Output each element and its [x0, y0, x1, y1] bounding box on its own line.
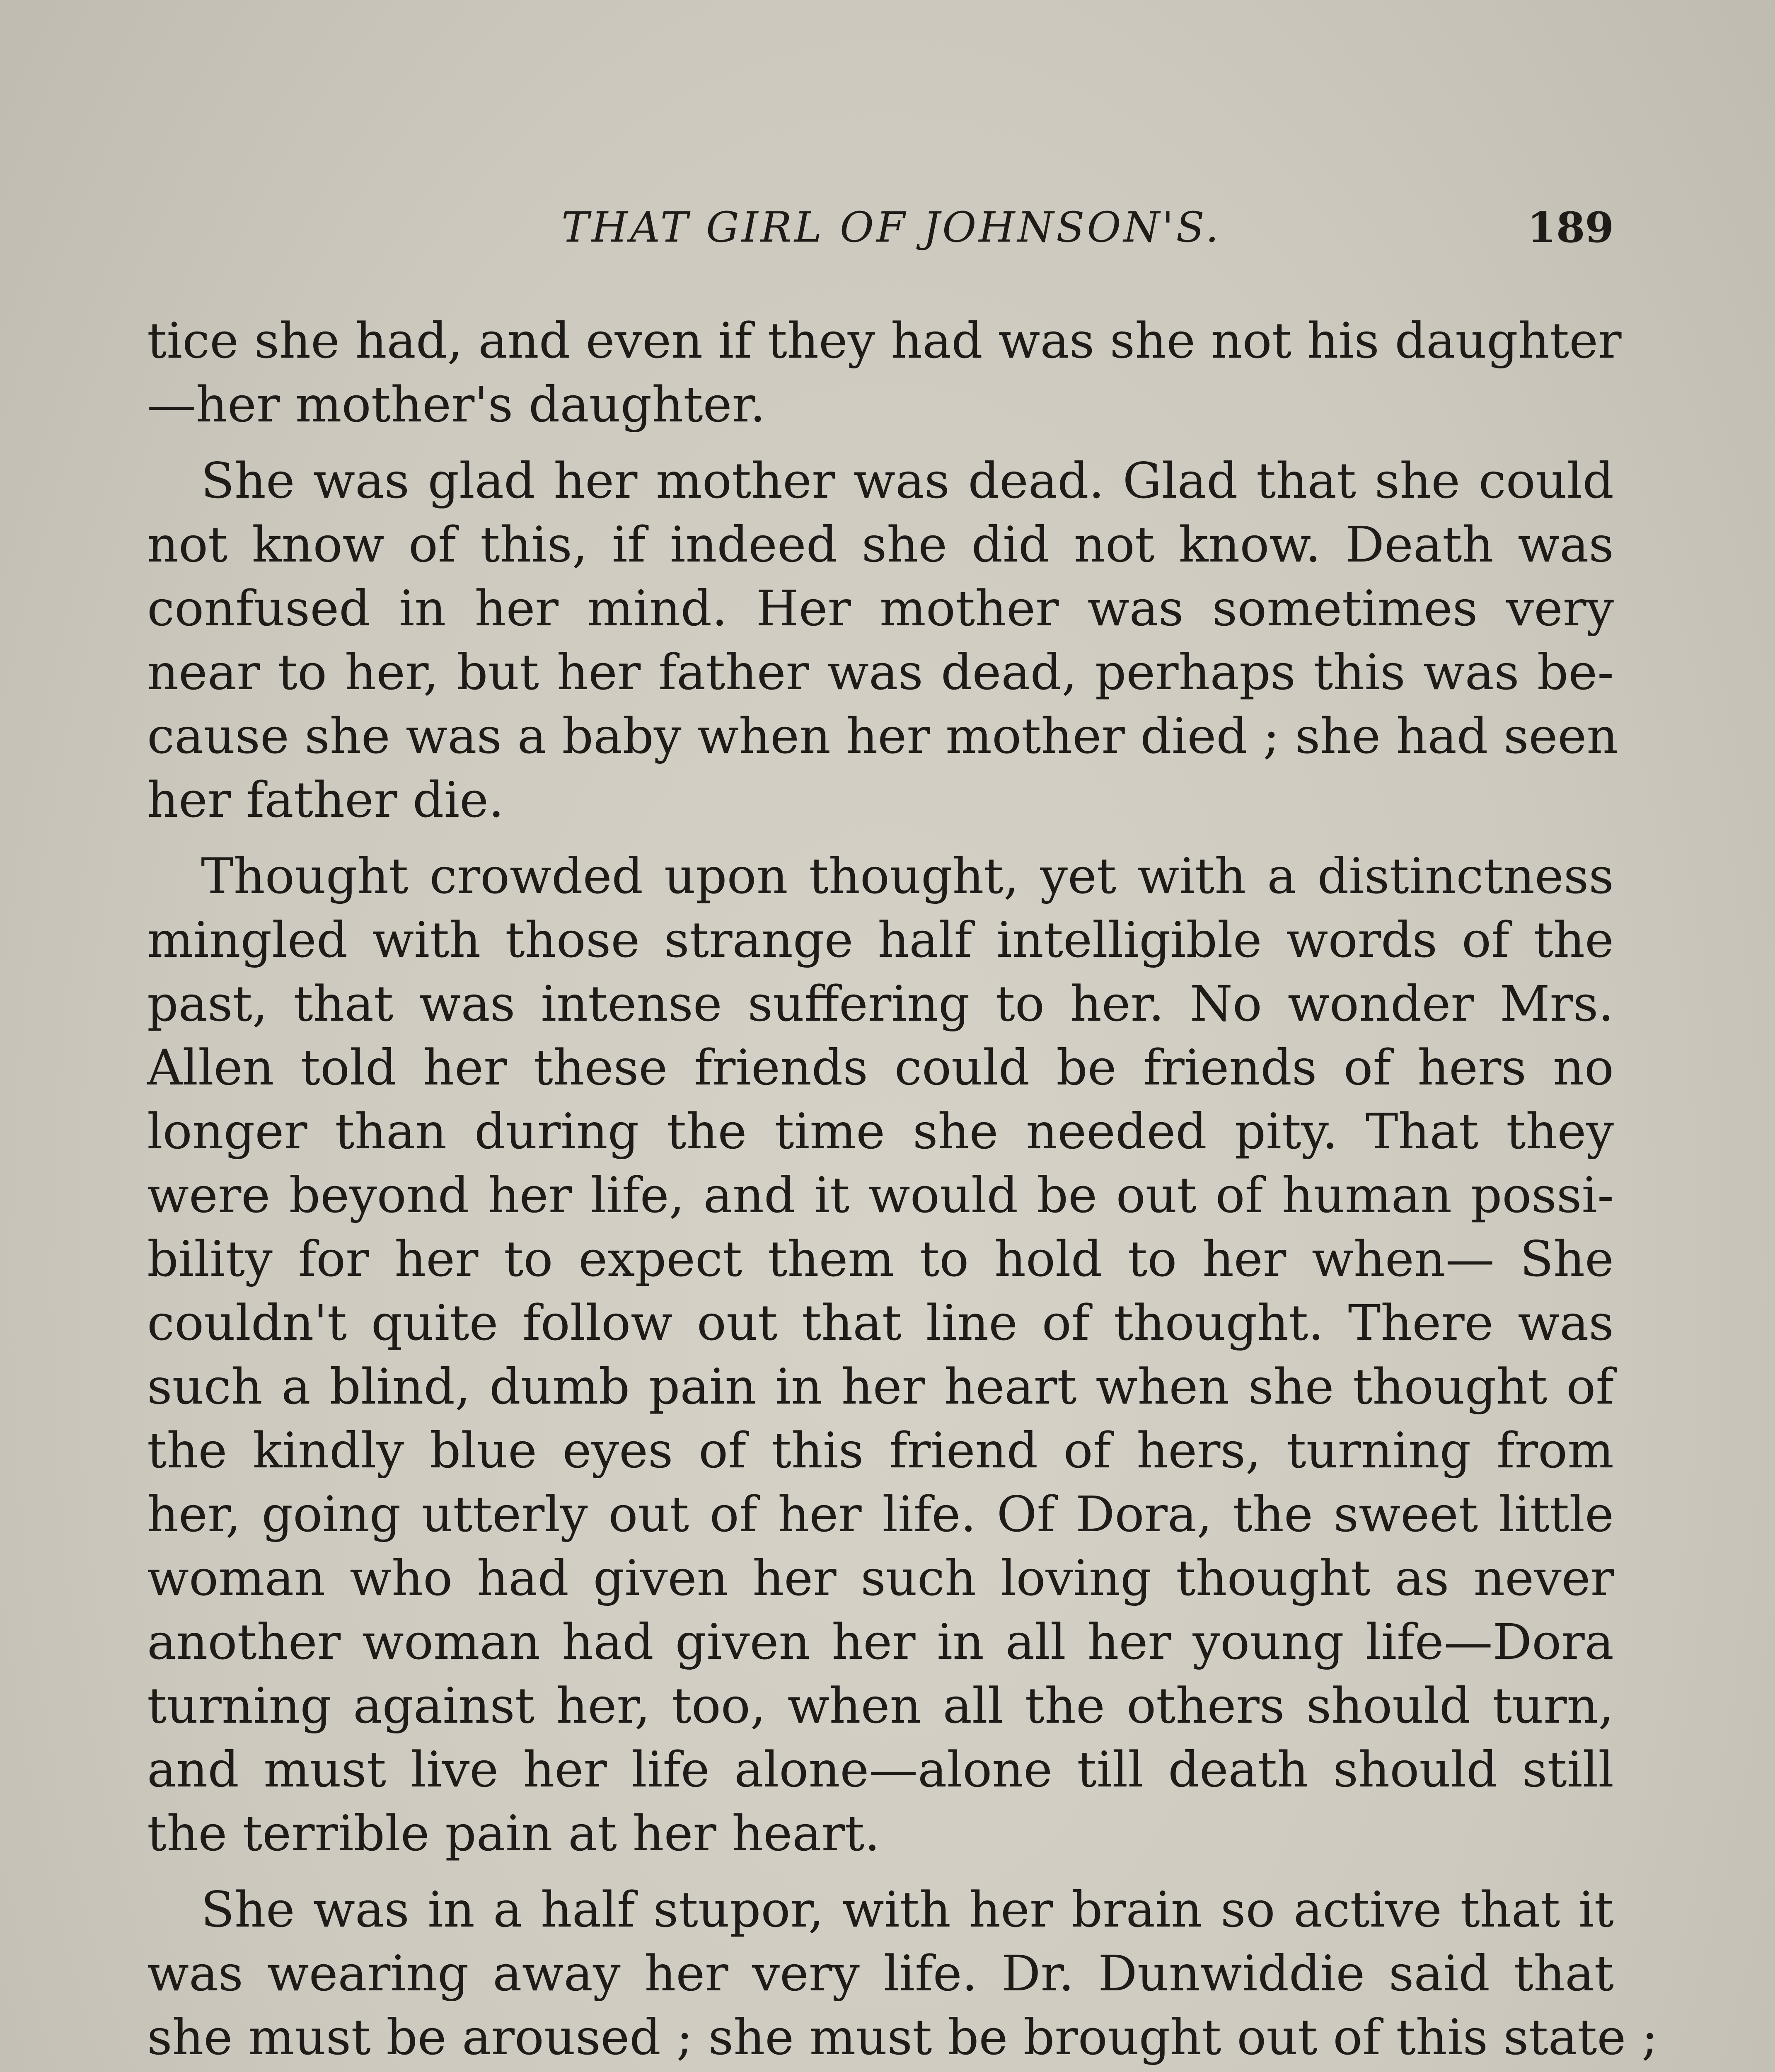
- text-line: couldn't quite follow out that line of thought. There was: [147, 1294, 1614, 1351]
- running-title: THAT GIRL OF JOHNSON'S.: [561, 203, 1221, 252]
- text-line: such a blind, dumb pain in her heart when she thought of: [147, 1358, 1614, 1415]
- text-line: tice she had, and even if they had was she not his daughter: [147, 312, 1622, 369]
- text-line: cause she was a baby when her mother died ; she had seen: [147, 707, 1618, 765]
- text-line: longer than during the time she needed pity. That they: [147, 1103, 1614, 1160]
- text-line: turning against her, too, when all the others should turn,: [147, 1677, 1614, 1734]
- text-line: she must be aroused ; she must be brought out of this state ;: [147, 2009, 1658, 2066]
- text-line: Thought crowded upon thought, yet with a distinctness: [201, 847, 1614, 905]
- text-line: near to her, but her father was dead, perhaps this was be-: [147, 644, 1614, 701]
- text-line: She was glad her mother was dead. Glad that she could: [201, 452, 1614, 509]
- paragraph: [147, 1878, 1658, 2072]
- text-line: were beyond her life, and it would be out of human possi-: [147, 1167, 1614, 1224]
- text-line: She was in a half stupor, with her brain so active that it: [201, 1881, 1614, 1938]
- text-line: mingled with those strange half intelligible words of the: [147, 911, 1614, 968]
- text-line: her, going utterly out of her life. Of Dora, the sweet little: [147, 1486, 1614, 1543]
- paragraph: [147, 844, 1614, 1865]
- page-number: 189: [1527, 203, 1614, 252]
- text-line: bility for her to expect them to hold to her when— She: [147, 1230, 1614, 1288]
- text-line: was wearing away her very life. Dr. Dunwiddie said that: [147, 1945, 1614, 2002]
- text-line: [147, 2069, 1614, 2072]
- paragraph: [147, 449, 1618, 832]
- text-line: past, that was intense suffering to her. No wonder Mrs.: [147, 975, 1614, 1032]
- text-line: another woman had given her in all her young life—Dora: [147, 1613, 1614, 1670]
- text-line: and must live her life alone—alone till death should still: [147, 1741, 1614, 1798]
- text-line: woman who had given her such loving thought as never: [147, 1549, 1614, 1607]
- text-line: not know of this, if indeed she did not know. Death was: [147, 516, 1614, 573]
- text-line: the kindly blue eyes of this friend of hers, turning from: [147, 1422, 1614, 1479]
- text-line: —her mother's daughter.: [147, 376, 766, 433]
- body-text: [147, 309, 1658, 2072]
- running-head: [147, 195, 1614, 269]
- text-line: confused in her mind. Her mother was sometimes very: [147, 580, 1614, 637]
- text-line: her father die.: [147, 771, 504, 828]
- text-line: the terrible pain at her heart.: [147, 1805, 880, 1862]
- paragraph: [147, 309, 1622, 436]
- text-line: Allen told her these friends could be friends of hers no: [147, 1039, 1614, 1096]
